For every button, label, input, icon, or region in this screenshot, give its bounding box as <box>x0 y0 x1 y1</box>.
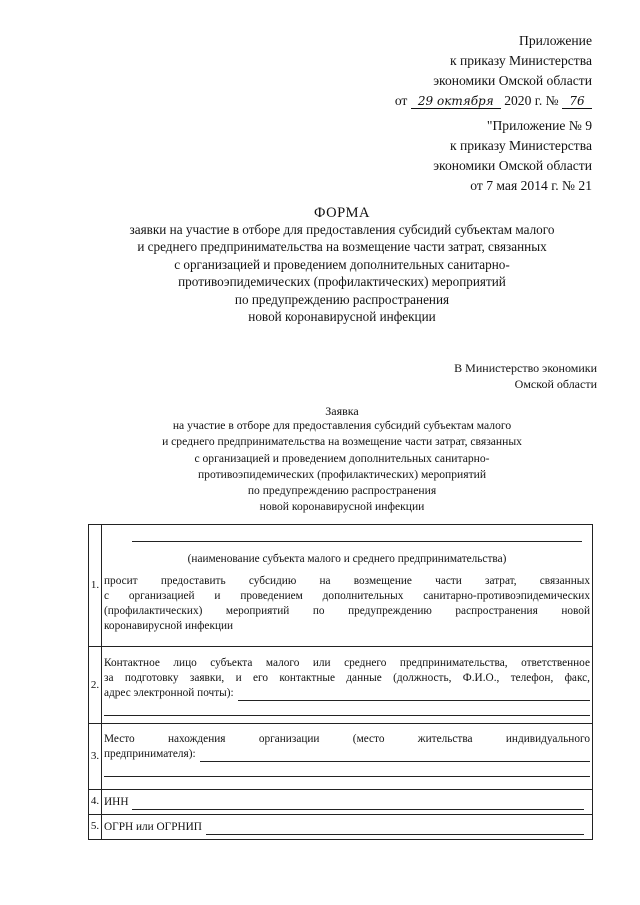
form-title: ФОРМА <box>313 205 371 221</box>
ogrn-label: ОГРН или ОГРНИП <box>104 820 202 833</box>
date-prefix: от <box>394 93 408 108</box>
table-row <box>89 525 593 647</box>
annex9-date-line: от 7 мая 2014 г. № 21 <box>470 178 592 193</box>
application-description <box>40 418 640 516</box>
location-field[interactable] <box>200 750 590 762</box>
annex9-order-line: к приказу Министерства <box>449 138 592 153</box>
row-text-line: с организацией и проведением дополнительных санитарно-противоэпидемических <box>104 590 590 602</box>
row-text-line: коронавирусной инфекции <box>104 620 234 632</box>
row-text-line: просит предоставить субсидию на возмещение части затрат, связанных <box>104 575 590 587</box>
row-number: 2. <box>89 647 102 724</box>
row-number: 5. <box>89 814 102 839</box>
entity-name-caption: (наименование субъекта малого и среднего предпринимательства) <box>187 553 507 565</box>
handwritten-number: 76 <box>562 94 592 109</box>
form-description <box>40 221 640 325</box>
addressee <box>454 360 597 392</box>
row-number: 4. <box>89 789 102 814</box>
contact-field[interactable] <box>238 689 590 701</box>
app-desc-line: с организацией и проведением дополнительных санитарно- <box>194 451 490 465</box>
row-number: 1. <box>89 525 102 647</box>
application-table <box>88 524 593 840</box>
annex9-header <box>433 116 592 196</box>
annex-header <box>395 31 592 111</box>
row-content <box>102 525 593 647</box>
form-desc-line: новой коронавирусной инфекции <box>248 309 436 325</box>
inn-label: ИНН <box>104 795 129 808</box>
table-row <box>89 647 593 724</box>
entity-name-field[interactable] <box>132 541 582 542</box>
row-number: 3. <box>89 723 102 789</box>
form-desc-line: по предупреждению распространения <box>234 291 450 307</box>
row-text-line: Контактное лицо субъекта малого или среднего предпринимательства, ответственное <box>104 657 590 670</box>
app-desc-line: по предупреждению распространения <box>247 484 437 498</box>
form-desc-line: с организацией и проведением дополнительных санитарно- <box>174 256 510 272</box>
location-field-line2[interactable] <box>104 762 590 777</box>
row-content <box>102 723 593 789</box>
ogrn-field[interactable] <box>206 823 584 835</box>
annex9-title: "Приложение № 9 <box>486 118 592 133</box>
handwritten-date: 29 октября <box>411 94 501 109</box>
row-content <box>102 814 593 839</box>
table-row <box>89 789 593 814</box>
app-desc-line: на участие в отборе для предоставления субсидий субъектам малого <box>172 419 512 432</box>
app-desc-line: противоэпидемических (профилактических) мероприятий <box>197 467 487 481</box>
addressee-line: Омской области <box>514 377 597 391</box>
annex-title: Приложение <box>519 33 592 48</box>
row-content <box>102 789 593 814</box>
app-desc-line: и среднего предпринимательства на возмещение части затрат, связанных <box>162 435 522 449</box>
application-title: Заявка <box>325 404 359 418</box>
date-year: 2020 г. № <box>504 93 559 108</box>
annex-ministry-line: экономики Омской области <box>433 73 592 88</box>
row-text-line: предпринимателя): <box>104 747 196 760</box>
app-desc-line: новой коронавирусной инфекции <box>259 500 425 514</box>
annex-order-line: к приказу Министерства <box>449 53 592 68</box>
row-text-line: Место нахождения организации (место жительства индивидуального <box>104 732 590 745</box>
annex9-ministry-line: экономики Омской области <box>433 158 592 173</box>
inn-field[interactable] <box>132 798 584 810</box>
form-desc-line: и среднего предпринимательства на возмещение части затрат, связанных <box>137 239 547 255</box>
table-row <box>89 814 593 839</box>
row-text-line: за подготовку заявки, и его контактные данные (должность, Ф.И.О., телефон, факс, <box>104 672 590 685</box>
contact-field-line2[interactable] <box>104 701 590 716</box>
row-text-line: (профилактических) мероприятий по предупреждению распространения новой <box>104 605 590 617</box>
row-content <box>102 647 593 724</box>
annex-date-line <box>395 91 592 111</box>
form-desc-line: противоэпидемических (профилактических) мероприятий <box>178 274 506 290</box>
addressee-line: В Министерство экономики <box>454 361 597 375</box>
row-text-line: адрес электронной почты): <box>104 687 234 700</box>
form-desc-line: заявки на участие в отборе для предоставления субсидий субъектам малого <box>129 222 555 237</box>
table-row <box>89 723 593 789</box>
